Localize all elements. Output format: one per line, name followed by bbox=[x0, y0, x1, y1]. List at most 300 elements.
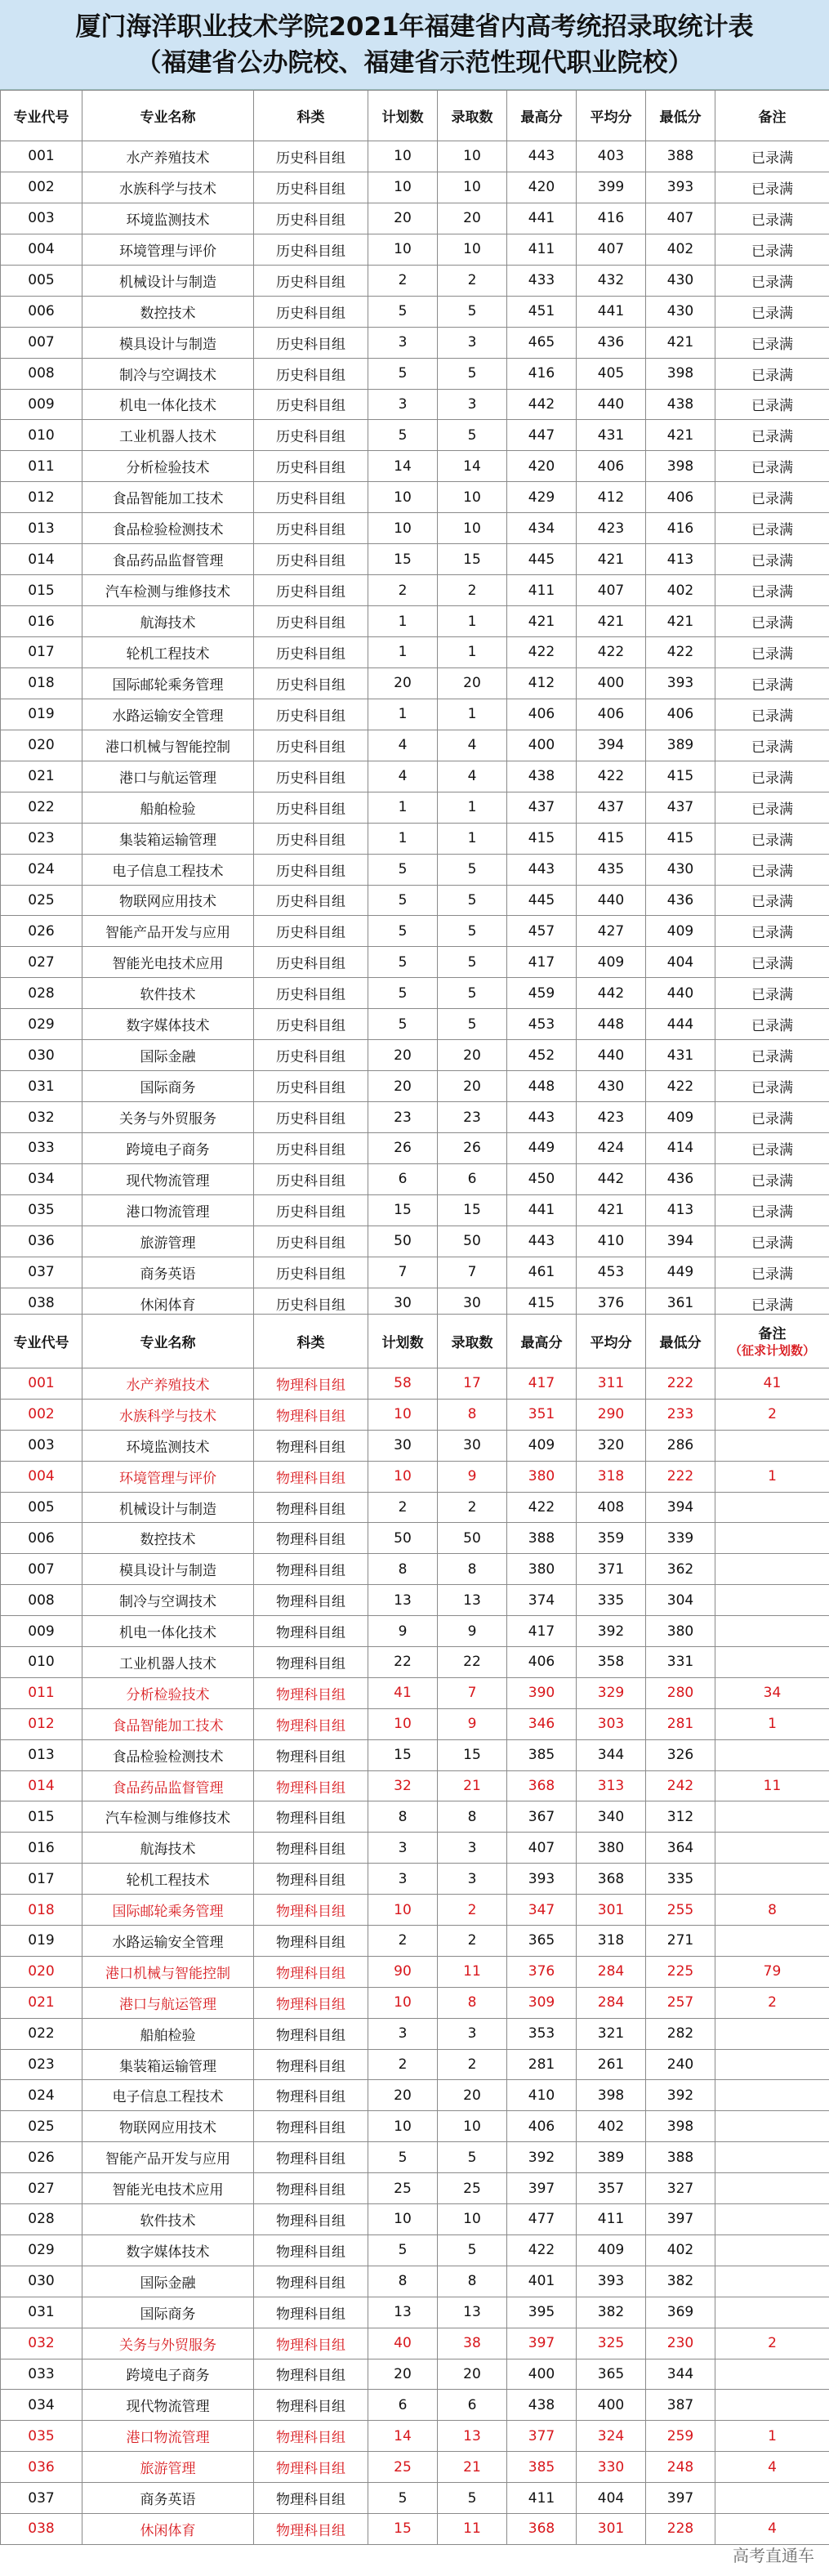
cell-avg-score: 371 bbox=[577, 1554, 646, 1585]
cell-plan-count: 6 bbox=[368, 2390, 438, 2421]
cell-major-code: 020 bbox=[1, 1956, 82, 1987]
table-row bbox=[1, 916, 829, 947]
cell-plan-count: 1 bbox=[368, 699, 438, 730]
history-admission-table bbox=[0, 90, 829, 1319]
cell-avg-score: 409 bbox=[577, 2234, 646, 2266]
header-major-code: 专业代号 bbox=[1, 91, 82, 141]
cell-major-code: 007 bbox=[1, 327, 82, 358]
cell-avg-score: 393 bbox=[577, 2266, 646, 2297]
cell-max-score: 397 bbox=[507, 2328, 577, 2359]
cell-plan-count: 20 bbox=[368, 1040, 438, 1071]
cell-min-score: 242 bbox=[646, 1770, 715, 1801]
cell-subject-group: 物理科目组 bbox=[254, 1585, 368, 1616]
header-min-score: 最低分 bbox=[646, 1315, 715, 1368]
cell-admitted-count: 21 bbox=[438, 2452, 507, 2483]
cell-major-code: 038 bbox=[1, 1288, 82, 1319]
cell-max-score: 400 bbox=[507, 730, 577, 761]
cell-avg-score: 432 bbox=[577, 265, 646, 296]
cell-major-name: 制冷与空调技术 bbox=[82, 1585, 254, 1616]
cell-plan-count: 50 bbox=[368, 1523, 438, 1554]
cell-major-name: 跨境电子商务 bbox=[82, 2359, 254, 2390]
cell-max-score: 365 bbox=[507, 1926, 577, 1957]
table-row bbox=[1, 1523, 829, 1554]
cell-subject-group: 物理科目组 bbox=[254, 1708, 368, 1739]
cell-major-name: 模具设计与制造 bbox=[82, 327, 254, 358]
cell-avg-score: 359 bbox=[577, 1523, 646, 1554]
cell-subject-group: 历史科目组 bbox=[254, 141, 368, 172]
cell-avg-score: 301 bbox=[577, 1895, 646, 1926]
cell-remark: 4 bbox=[715, 2513, 829, 2544]
cell-admitted-count: 21 bbox=[438, 1770, 507, 1801]
cell-max-score: 380 bbox=[507, 1461, 577, 1492]
cell-major-name: 环境管理与评价 bbox=[82, 234, 254, 265]
cell-avg-score: 410 bbox=[577, 1225, 646, 1257]
cell-remark bbox=[715, 2142, 829, 2173]
cell-avg-score: 344 bbox=[577, 1739, 646, 1770]
cell-max-score: 465 bbox=[507, 327, 577, 358]
cell-major-name: 食品药品监督管理 bbox=[82, 544, 254, 575]
cell-major-code: 023 bbox=[1, 2049, 82, 2080]
cell-max-score: 353 bbox=[507, 2018, 577, 2049]
cell-admitted-count: 10 bbox=[438, 513, 507, 544]
table-header-row bbox=[1, 1315, 829, 1368]
cell-major-name: 港口物流管理 bbox=[82, 2421, 254, 2452]
cell-avg-score: 412 bbox=[577, 482, 646, 513]
table-row bbox=[1, 1585, 829, 1616]
cell-plan-count: 5 bbox=[368, 358, 438, 389]
cell-avg-score: 416 bbox=[577, 203, 646, 234]
table-row bbox=[1, 172, 829, 203]
table-row bbox=[1, 2483, 829, 2514]
cell-major-name: 水路运输安全管理 bbox=[82, 699, 254, 730]
cell-remark: 已录满 bbox=[715, 358, 829, 389]
cell-max-score: 406 bbox=[507, 1647, 577, 1678]
cell-major-name: 船舶检验 bbox=[82, 2018, 254, 2049]
cell-avg-score: 409 bbox=[577, 947, 646, 978]
cell-min-score: 255 bbox=[646, 1895, 715, 1926]
cell-avg-score: 303 bbox=[577, 1708, 646, 1739]
cell-major-name: 港口物流管理 bbox=[82, 1194, 254, 1225]
cell-max-score: 412 bbox=[507, 667, 577, 699]
cell-admitted-count: 2 bbox=[438, 1895, 507, 1926]
physics-admission-table bbox=[0, 1314, 829, 2545]
cell-max-score: 452 bbox=[507, 1040, 577, 1071]
cell-subject-group: 历史科目组 bbox=[254, 265, 368, 296]
cell-major-name: 现代物流管理 bbox=[82, 1163, 254, 1194]
cell-major-name: 数字媒体技术 bbox=[82, 2234, 254, 2266]
cell-admitted-count: 5 bbox=[438, 358, 507, 389]
cell-plan-count: 10 bbox=[368, 1708, 438, 1739]
cell-admitted-count: 5 bbox=[438, 885, 507, 916]
cell-major-code: 004 bbox=[1, 1461, 82, 1492]
cell-major-name: 模具设计与制造 bbox=[82, 1554, 254, 1585]
cell-remark bbox=[715, 2297, 829, 2328]
cell-major-code: 023 bbox=[1, 823, 82, 854]
cell-remark: 已录满 bbox=[715, 389, 829, 420]
cell-remark bbox=[715, 1523, 829, 1554]
cell-subject-group: 历史科目组 bbox=[254, 1071, 368, 1102]
table-row bbox=[1, 1956, 829, 1987]
cell-plan-count: 7 bbox=[368, 1257, 438, 1288]
cell-admitted-count: 4 bbox=[438, 730, 507, 761]
cell-major-code: 032 bbox=[1, 2328, 82, 2359]
cell-plan-count: 5 bbox=[368, 885, 438, 916]
cell-major-name: 食品智能加工技术 bbox=[82, 1708, 254, 1739]
cell-remark: 已录满 bbox=[715, 482, 829, 513]
cell-max-score: 415 bbox=[507, 823, 577, 854]
cell-major-name: 智能产品开发与应用 bbox=[82, 916, 254, 947]
cell-avg-score: 440 bbox=[577, 1040, 646, 1071]
cell-avg-score: 400 bbox=[577, 2390, 646, 2421]
cell-max-score: 397 bbox=[507, 2173, 577, 2204]
table-row bbox=[1, 482, 829, 513]
cell-avg-score: 427 bbox=[577, 916, 646, 947]
cell-subject-group: 历史科目组 bbox=[254, 1257, 368, 1288]
cell-avg-score: 320 bbox=[577, 1430, 646, 1461]
table-header-row bbox=[1, 91, 829, 141]
cell-subject-group: 历史科目组 bbox=[254, 885, 368, 916]
cell-max-score: 433 bbox=[507, 265, 577, 296]
cell-min-score: 282 bbox=[646, 2018, 715, 2049]
header-major-name: 专业名称 bbox=[82, 1315, 254, 1368]
cell-plan-count: 2 bbox=[368, 575, 438, 606]
cell-major-code: 017 bbox=[1, 637, 82, 668]
cell-subject-group: 物理科目组 bbox=[254, 2204, 368, 2235]
cell-admitted-count: 20 bbox=[438, 667, 507, 699]
cell-max-score: 417 bbox=[507, 1368, 577, 1400]
cell-admitted-count: 10 bbox=[438, 234, 507, 265]
cell-major-code: 006 bbox=[1, 296, 82, 327]
watermark-text: 高考直通车 bbox=[733, 2546, 814, 2565]
cell-subject-group: 历史科目组 bbox=[254, 234, 368, 265]
cell-major-name: 水产养殖技术 bbox=[82, 1368, 254, 1400]
cell-remark bbox=[715, 2018, 829, 2049]
cell-min-score: 421 bbox=[646, 327, 715, 358]
cell-major-code: 030 bbox=[1, 1040, 82, 1071]
cell-major-name: 数控技术 bbox=[82, 296, 254, 327]
cell-remark: 2 bbox=[715, 1399, 829, 1430]
cell-major-name: 分析检验技术 bbox=[82, 1677, 254, 1708]
table-row bbox=[1, 1926, 829, 1957]
cell-min-score: 304 bbox=[646, 1585, 715, 1616]
cell-avg-score: 376 bbox=[577, 1288, 646, 1319]
cell-remark bbox=[715, 1926, 829, 1957]
table-row bbox=[1, 978, 829, 1009]
cell-major-name: 国际邮轮乘务管理 bbox=[82, 667, 254, 699]
cell-avg-score: 382 bbox=[577, 2297, 646, 2328]
cell-major-name: 机电一体化技术 bbox=[82, 1616, 254, 1647]
cell-avg-score: 423 bbox=[577, 1102, 646, 1133]
cell-plan-count: 14 bbox=[368, 2421, 438, 2452]
cell-admitted-count: 3 bbox=[438, 1833, 507, 1864]
cell-admitted-count: 2 bbox=[438, 1926, 507, 1957]
cell-remark: 已录满 bbox=[715, 1102, 829, 1133]
cell-remark: 已录满 bbox=[715, 978, 829, 1009]
cell-remark bbox=[715, 2266, 829, 2297]
cell-max-score: 411 bbox=[507, 234, 577, 265]
cell-admitted-count: 30 bbox=[438, 1430, 507, 1461]
cell-plan-count: 5 bbox=[368, 947, 438, 978]
cell-remark bbox=[715, 1739, 829, 1770]
cell-min-score: 409 bbox=[646, 1102, 715, 1133]
cell-min-score: 233 bbox=[646, 1399, 715, 1430]
cell-remark bbox=[715, 2173, 829, 2204]
cell-admitted-count: 20 bbox=[438, 2080, 507, 2111]
cell-admitted-count: 8 bbox=[438, 2266, 507, 2297]
cell-admitted-count: 5 bbox=[438, 420, 507, 451]
table-row bbox=[1, 885, 829, 916]
cell-max-score: 422 bbox=[507, 1492, 577, 1523]
header-admitted-count: 录取数 bbox=[438, 91, 507, 141]
table-row bbox=[1, 1770, 829, 1801]
cell-admitted-count: 8 bbox=[438, 1554, 507, 1585]
cell-remark: 79 bbox=[715, 1956, 829, 1987]
cell-remark: 已录满 bbox=[715, 823, 829, 854]
cell-admitted-count: 25 bbox=[438, 2173, 507, 2204]
cell-avg-score: 290 bbox=[577, 1399, 646, 1430]
cell-max-score: 442 bbox=[507, 389, 577, 420]
cell-admitted-count: 1 bbox=[438, 637, 507, 668]
table-row bbox=[1, 358, 829, 389]
cell-subject-group: 物理科目组 bbox=[254, 1833, 368, 1864]
cell-min-score: 339 bbox=[646, 1523, 715, 1554]
cell-major-code: 010 bbox=[1, 420, 82, 451]
cell-admitted-count: 20 bbox=[438, 1071, 507, 1102]
cell-admitted-count: 13 bbox=[438, 2297, 507, 2328]
cell-subject-group: 历史科目组 bbox=[254, 854, 368, 885]
cell-avg-score: 380 bbox=[577, 1833, 646, 1864]
header-avg-score: 平均分 bbox=[577, 91, 646, 141]
cell-remark: 已录满 bbox=[715, 637, 829, 668]
table-row bbox=[1, 1040, 829, 1071]
header-max-score: 最高分 bbox=[507, 91, 577, 141]
header-remark-label: 备注 bbox=[758, 1325, 787, 1342]
cell-min-score: 407 bbox=[646, 203, 715, 234]
cell-major-name: 水产养殖技术 bbox=[82, 141, 254, 172]
cell-major-code: 002 bbox=[1, 1399, 82, 1430]
cell-major-name: 国际金融 bbox=[82, 1040, 254, 1071]
cell-plan-count: 20 bbox=[368, 1071, 438, 1102]
header-subject-group: 科类 bbox=[254, 91, 368, 141]
cell-min-score: 393 bbox=[646, 667, 715, 699]
cell-subject-group: 物理科目组 bbox=[254, 1430, 368, 1461]
cell-subject-group: 物理科目组 bbox=[254, 1368, 368, 1400]
cell-max-score: 347 bbox=[507, 1895, 577, 1926]
cell-min-score: 414 bbox=[646, 1133, 715, 1164]
cell-remark bbox=[715, 1430, 829, 1461]
cell-avg-score: 284 bbox=[577, 1956, 646, 1987]
cell-major-code: 028 bbox=[1, 2204, 82, 2235]
cell-admitted-count: 2 bbox=[438, 265, 507, 296]
header-remark-sublabel: （征求计划数） bbox=[729, 1342, 815, 1358]
cell-major-name: 港口与航运管理 bbox=[82, 1987, 254, 2018]
cell-plan-count: 5 bbox=[368, 978, 438, 1009]
cell-remark: 2 bbox=[715, 2328, 829, 2359]
cell-major-code: 021 bbox=[1, 761, 82, 792]
cell-subject-group: 历史科目组 bbox=[254, 296, 368, 327]
header-major-code: 专业代号 bbox=[1, 1315, 82, 1368]
cell-subject-group: 物理科目组 bbox=[254, 2297, 368, 2328]
cell-subject-group: 物理科目组 bbox=[254, 1461, 368, 1492]
cell-subject-group: 历史科目组 bbox=[254, 1133, 368, 1164]
table-row bbox=[1, 1257, 829, 1288]
cell-min-score: 398 bbox=[646, 358, 715, 389]
cell-min-score: 369 bbox=[646, 2297, 715, 2328]
header-remark bbox=[715, 1315, 829, 1368]
cell-major-code: 025 bbox=[1, 2111, 82, 2142]
cell-avg-score: 261 bbox=[577, 2049, 646, 2080]
cell-avg-score: 422 bbox=[577, 637, 646, 668]
cell-avg-score: 406 bbox=[577, 699, 646, 730]
cell-remark: 已录满 bbox=[715, 885, 829, 916]
cell-major-code: 014 bbox=[1, 1770, 82, 1801]
cell-admitted-count: 11 bbox=[438, 2513, 507, 2544]
cell-subject-group: 历史科目组 bbox=[254, 451, 368, 482]
cell-avg-score: 405 bbox=[577, 358, 646, 389]
cell-avg-score: 311 bbox=[577, 1368, 646, 1400]
cell-remark: 41 bbox=[715, 1368, 829, 1400]
cell-major-code: 030 bbox=[1, 2266, 82, 2297]
cell-subject-group: 历史科目组 bbox=[254, 575, 368, 606]
cell-major-code: 018 bbox=[1, 1895, 82, 1926]
cell-max-score: 459 bbox=[507, 978, 577, 1009]
cell-major-code: 037 bbox=[1, 2483, 82, 2514]
cell-subject-group: 物理科目组 bbox=[254, 1956, 368, 1987]
cell-min-score: 271 bbox=[646, 1926, 715, 1957]
table-row bbox=[1, 2080, 829, 2111]
cell-subject-group: 历史科目组 bbox=[254, 1163, 368, 1194]
table-row bbox=[1, 2328, 829, 2359]
cell-remark: 4 bbox=[715, 2452, 829, 2483]
cell-remark: 34 bbox=[715, 1677, 829, 1708]
cell-max-score: 309 bbox=[507, 1987, 577, 2018]
cell-remark: 已录满 bbox=[715, 1288, 829, 1319]
table-row bbox=[1, 2390, 829, 2421]
cell-remark: 已录满 bbox=[715, 141, 829, 172]
table-row bbox=[1, 1009, 829, 1040]
cell-max-score: 368 bbox=[507, 2513, 577, 2544]
cell-subject-group: 物理科目组 bbox=[254, 2234, 368, 2266]
cell-subject-group: 物理科目组 bbox=[254, 2390, 368, 2421]
cell-max-score: 388 bbox=[507, 1523, 577, 1554]
cell-remark: 1 bbox=[715, 1461, 829, 1492]
cell-avg-score: 318 bbox=[577, 1461, 646, 1492]
cell-subject-group: 历史科目组 bbox=[254, 1009, 368, 1040]
cell-plan-count: 15 bbox=[368, 2513, 438, 2544]
cell-plan-count: 22 bbox=[368, 1647, 438, 1678]
cell-min-score: 449 bbox=[646, 1257, 715, 1288]
cell-remark bbox=[715, 2080, 829, 2111]
table-row bbox=[1, 544, 829, 575]
cell-plan-count: 9 bbox=[368, 1616, 438, 1647]
cell-major-name: 工业机器人技术 bbox=[82, 420, 254, 451]
cell-avg-score: 340 bbox=[577, 1801, 646, 1833]
cell-remark: 已录满 bbox=[715, 451, 829, 482]
cell-plan-count: 1 bbox=[368, 606, 438, 637]
table-row bbox=[1, 1071, 829, 1102]
cell-min-score: 286 bbox=[646, 1430, 715, 1461]
cell-major-name: 港口机械与智能控制 bbox=[82, 1956, 254, 1987]
cell-remark: 11 bbox=[715, 1770, 829, 1801]
cell-plan-count: 1 bbox=[368, 792, 438, 823]
cell-avg-score: 365 bbox=[577, 2359, 646, 2390]
table-row bbox=[1, 637, 829, 668]
cell-avg-score: 424 bbox=[577, 1133, 646, 1164]
cell-major-name: 工业机器人技术 bbox=[82, 1647, 254, 1678]
cell-major-name: 制冷与空调技术 bbox=[82, 358, 254, 389]
cell-avg-score: 398 bbox=[577, 2080, 646, 2111]
cell-avg-score: 421 bbox=[577, 544, 646, 575]
cell-admitted-count: 5 bbox=[438, 2483, 507, 2514]
cell-max-score: 451 bbox=[507, 296, 577, 327]
cell-subject-group: 物理科目组 bbox=[254, 2018, 368, 2049]
cell-subject-group: 历史科目组 bbox=[254, 544, 368, 575]
cell-plan-count: 3 bbox=[368, 389, 438, 420]
cell-max-score: 390 bbox=[507, 1677, 577, 1708]
cell-plan-count: 20 bbox=[368, 667, 438, 699]
cell-subject-group: 历史科目组 bbox=[254, 513, 368, 544]
cell-plan-count: 25 bbox=[368, 2173, 438, 2204]
cell-subject-group: 物理科目组 bbox=[254, 2359, 368, 2390]
cell-major-code: 016 bbox=[1, 1833, 82, 1864]
cell-admitted-count: 7 bbox=[438, 1257, 507, 1288]
table-row bbox=[1, 1102, 829, 1133]
cell-admitted-count: 15 bbox=[438, 1194, 507, 1225]
cell-plan-count: 3 bbox=[368, 327, 438, 358]
cell-major-name: 商务英语 bbox=[82, 1257, 254, 1288]
table-row bbox=[1, 1430, 829, 1461]
cell-min-score: 394 bbox=[646, 1225, 715, 1257]
cell-major-name: 软件技术 bbox=[82, 2204, 254, 2235]
cell-max-score: 449 bbox=[507, 1133, 577, 1164]
cell-remark: 已录满 bbox=[715, 792, 829, 823]
cell-max-score: 376 bbox=[507, 1956, 577, 1987]
cell-plan-count: 10 bbox=[368, 1895, 438, 1926]
table-row bbox=[1, 1708, 829, 1739]
cell-subject-group: 物理科目组 bbox=[254, 1616, 368, 1647]
table-row bbox=[1, 1739, 829, 1770]
table-row bbox=[1, 575, 829, 606]
cell-subject-group: 历史科目组 bbox=[254, 916, 368, 947]
cell-min-score: 437 bbox=[646, 792, 715, 823]
cell-max-score: 477 bbox=[507, 2204, 577, 2235]
cell-remark: 已录满 bbox=[715, 420, 829, 451]
cell-major-code: 005 bbox=[1, 265, 82, 296]
cell-major-code: 014 bbox=[1, 544, 82, 575]
cell-min-score: 387 bbox=[646, 2390, 715, 2421]
cell-plan-count: 5 bbox=[368, 854, 438, 885]
cell-admitted-count: 4 bbox=[438, 761, 507, 792]
cell-avg-score: 448 bbox=[577, 1009, 646, 1040]
cell-major-code: 019 bbox=[1, 1926, 82, 1957]
table-row bbox=[1, 854, 829, 885]
cell-min-score: 430 bbox=[646, 854, 715, 885]
cell-major-code: 003 bbox=[1, 203, 82, 234]
cell-remark bbox=[715, 1492, 829, 1523]
cell-remark: 已录满 bbox=[715, 1163, 829, 1194]
cell-max-score: 434 bbox=[507, 513, 577, 544]
cell-subject-group: 物理科目组 bbox=[254, 1739, 368, 1770]
cell-plan-count: 2 bbox=[368, 2049, 438, 2080]
cell-admitted-count: 5 bbox=[438, 916, 507, 947]
cell-remark: 已录满 bbox=[715, 234, 829, 265]
cell-avg-score: 436 bbox=[577, 327, 646, 358]
cell-min-score: 361 bbox=[646, 1288, 715, 1319]
cell-max-score: 400 bbox=[507, 2359, 577, 2390]
cell-max-score: 374 bbox=[507, 1585, 577, 1616]
cell-subject-group: 物理科目组 bbox=[254, 1864, 368, 1895]
cell-admitted-count: 20 bbox=[438, 2359, 507, 2390]
